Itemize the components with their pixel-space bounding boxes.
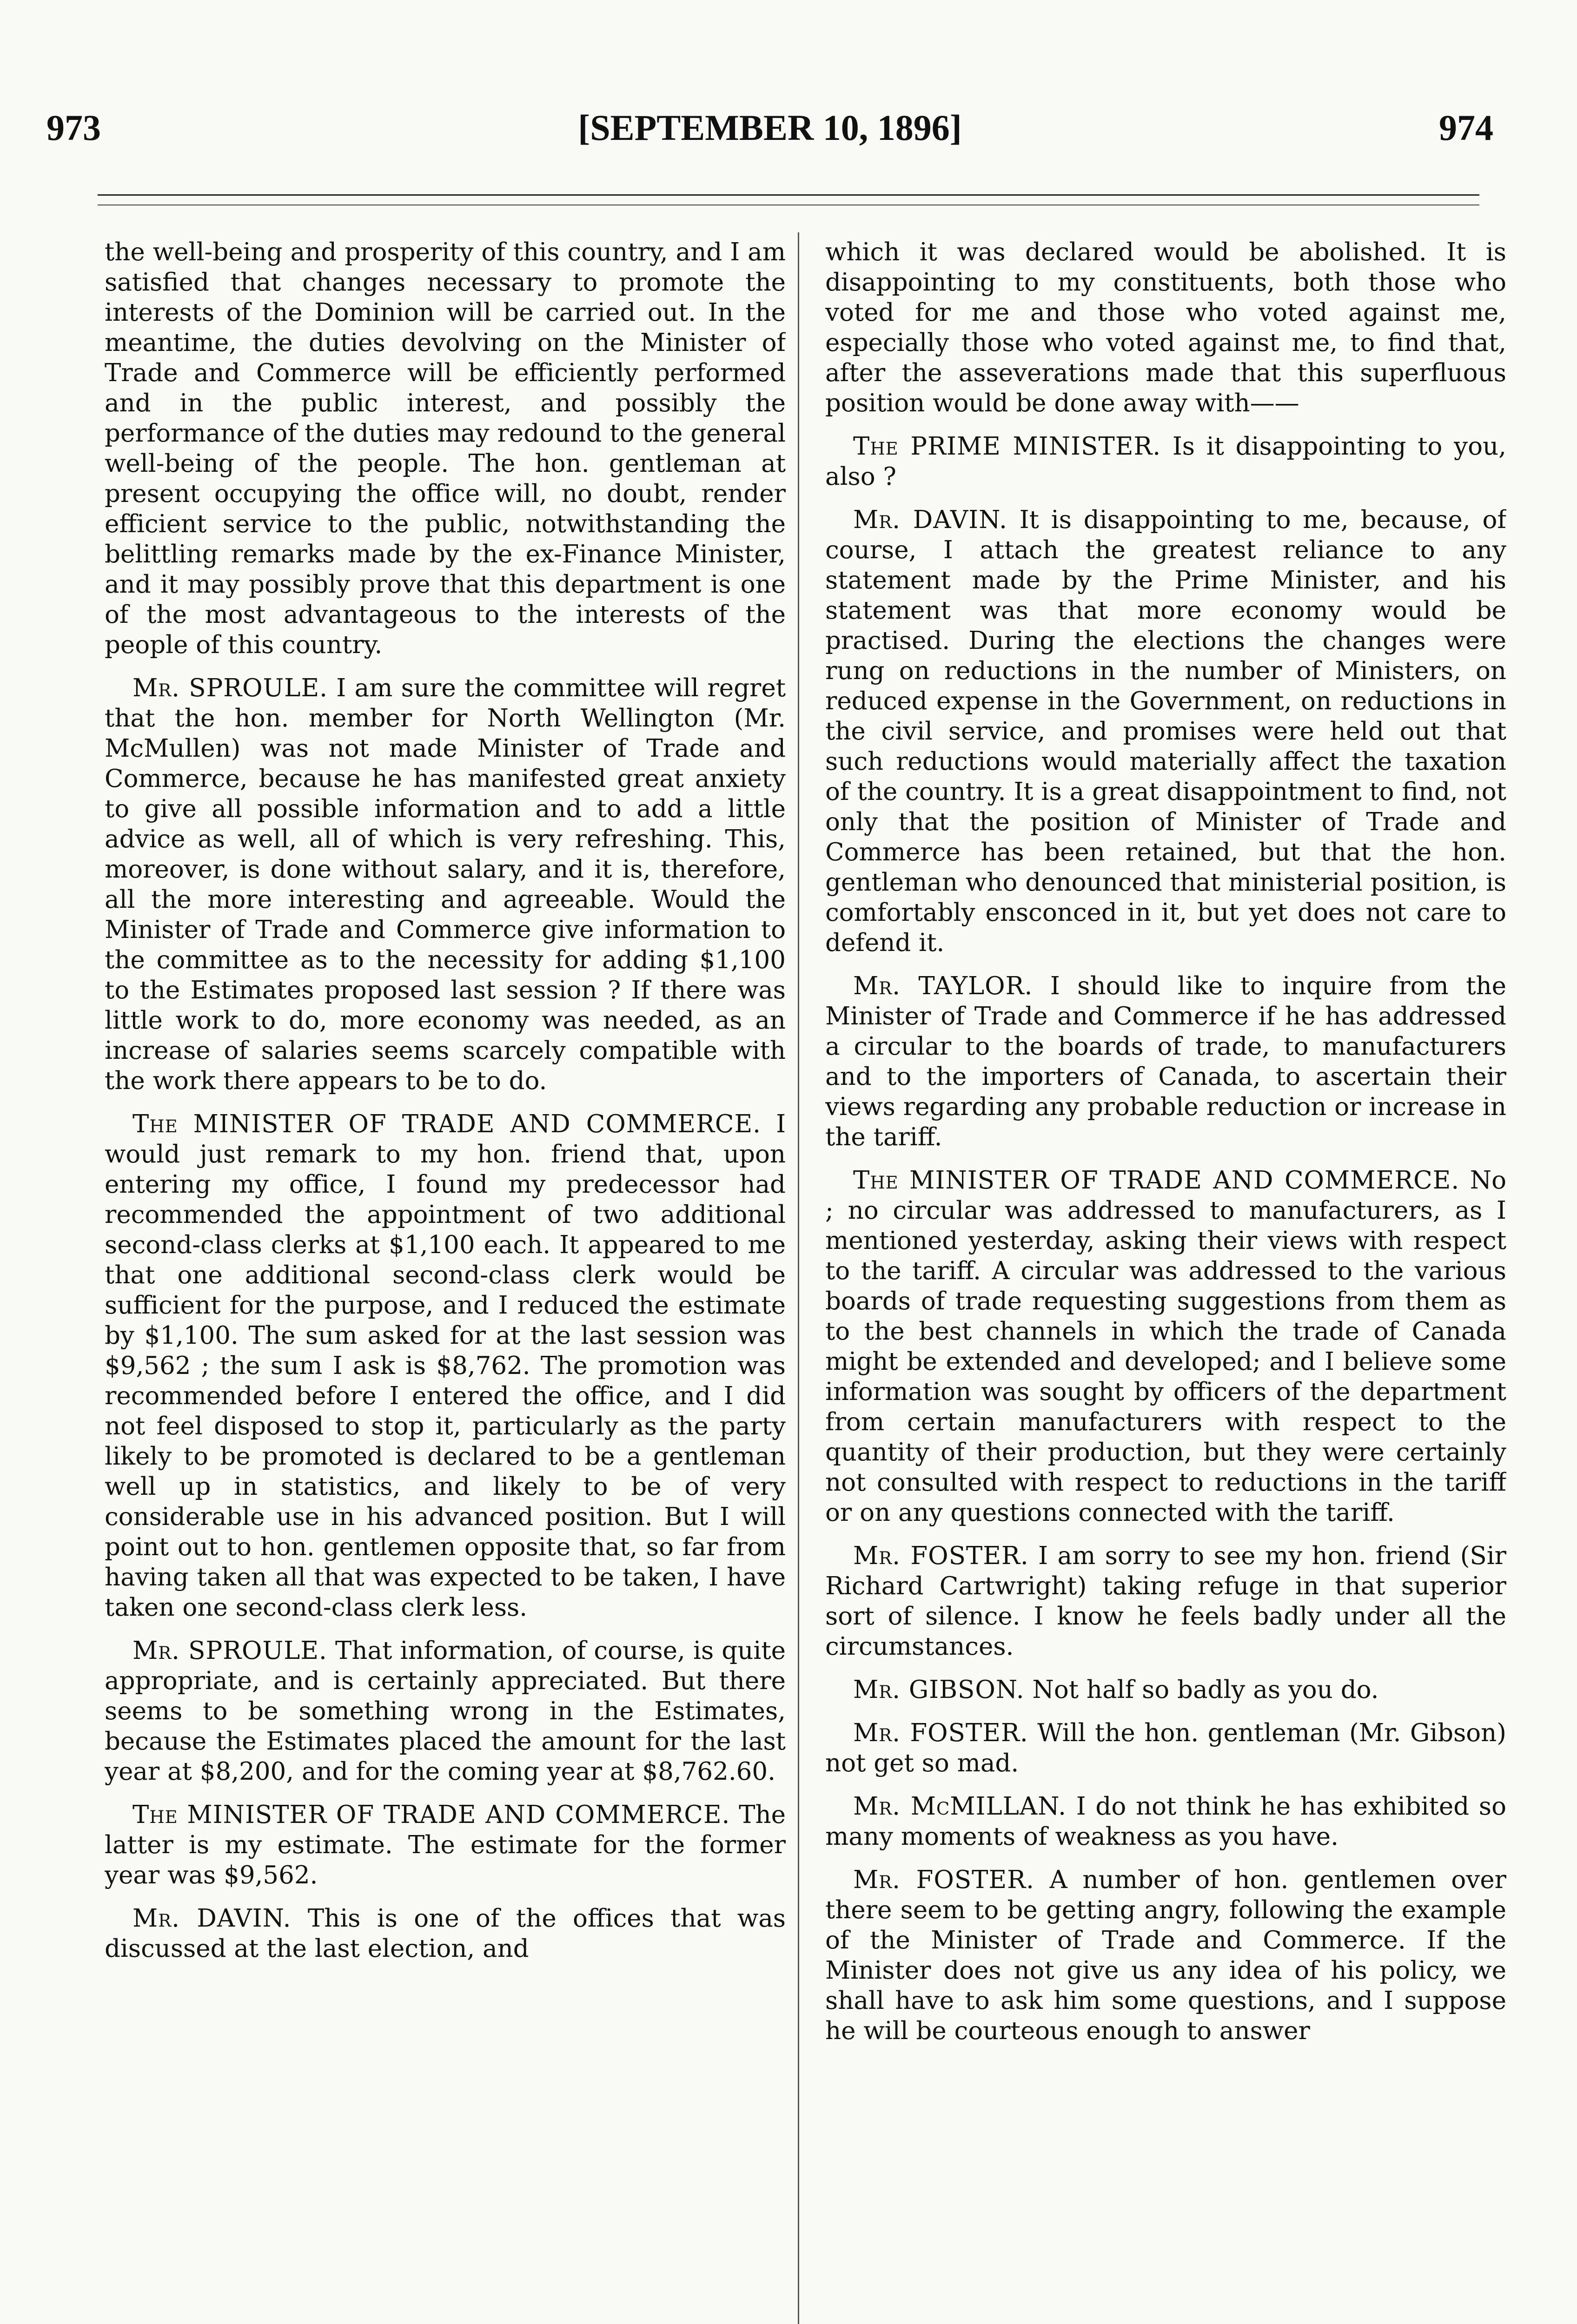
paragraph [105,1636,786,1787]
paragraph [825,1165,1506,1528]
paragraph [105,1800,786,1890]
page-header [46,107,1493,163]
speaker-name: Mr. SPROULE. [133,674,328,702]
paragraph-text: It is disappointing to me, because, of course, I attach the greatest reliance to any statement made by the Prime Minister, and his statement was that more economy would be practised. During the elections the changes were rung on reductions in the number of Ministers, on reduced expense in the Government, on reductions in the civil service, and promises were held out that such reductions would materially affect the taxation of the country. It is a great disappointment to find, not only that the position of Minister of Trade and Commerce has been retained, but that the hon. gentleman who denounced that ministerial position, is comfortably ensconced in it, but yet does not care to defend it. [825,506,1506,957]
column-divider [798,232,799,2324]
right-page-number: 974 [1439,107,1493,148]
paragraph-text: which it was declared would be abolished. It is disappointing to my constituents, both those who voted for me and those who voted against me, especially those who voted against me, to find that, after the asseverations made that this superfluous position would be done away with—— [825,238,1506,417]
paragraph [825,1865,1506,2046]
speaker-name: The PRIME MINISTER. [853,432,1161,461]
speaker-name: The MINISTER OF TRADE AND COMMERCE. [133,1110,761,1138]
left-column [105,237,786,2324]
paragraph-text: the well-being and prosperity of this country, and I am satisfied that changes necessary to promote the interests of the Dominion will be carried out. In the meantime, the duties devolving on the Minister of Trade and Commerce will be efficiently performed and in the public interest, and possibly the performance of the duties may redound to the general well-being of the people. The hon. gentleman at present occupying the office will, no doubt, render efficient service to the public, notwithstanding the belittling remarks made by the ex-Finance Minister, and it may possibly prove that this department is one of the most advantageous to the interests of the people of this country. [105,238,786,659]
paragraph [825,237,1506,418]
speaker-name: Mr. DAVIN. [133,1904,292,1933]
paragraph [825,1675,1506,1705]
paragraph-text: I should like to inquire from the Minister of Trade and Commerce if he has addressed a circular to the boards of trade, to manufacturers and to the importers of Canada, to ascertain their views regarding any probable reduction or increase in the tariff. [825,972,1506,1151]
paragraph [825,1791,1506,1852]
speaker-name: Mr. FOSTER. [853,1542,1029,1570]
paragraph [105,1903,786,1964]
paragraph [825,971,1506,1152]
speaker-name: Mr. FOSTER. [853,1866,1034,1894]
paragraph [825,1718,1506,1778]
paragraph-text: I do not think he has exhibited so many moments of weakness as you have. [825,1792,1506,1851]
page-date-title: [SEPTEMBER 10, 1896] [578,107,962,148]
paragraph-text: That information, of course, is quite appropriate, and is certainly appreciated. But there seems to be something wrong in the Estimates, because the Estimates placed the amount for the last year at $8,200, and for the coming year at $8,762.60. [105,1637,786,1786]
left-page-number: 973 [46,107,101,148]
paragraph-text: This is one of the offices that was discussed at the last election, and [105,1904,786,1963]
paragraph-text: No ; no circular was addressed to manufacturers, as I mentioned yesterday, asking their views with respect to the tariff. A circular was addressed to the various boards of trade requesting suggestions from them as to the best channels in which the trade of Canada might be extended and developed; and I believe some information was sought by officers of the department from certain manufacturers with respect to the quantity of their production, but they were certainly not consulted with respect to reductions in the tariff or on any questions connected with the tariff. [825,1166,1506,1527]
speaker-name: Mr. SPROULE. [133,1637,327,1665]
speaker-name: Mr. TAYLOR. [853,972,1033,1000]
right-column [825,237,1506,2324]
header-rule [98,194,1479,196]
paragraph-text: A number of hon. gentlemen over there seem to be getting angry, following the example of the Minister of Trade and Commerce. If the Minister does not give us any idea of his policy, we shall have to ask him some questions, and I suppose he will be courteous enough to answer [825,1866,1506,2045]
paragraph-text: Not half so badly as you do. [1032,1676,1379,1704]
paragraph-text: The latter is my estimate. The estimate for the former year was $9,562. [105,1801,786,1889]
paragraph [825,505,1506,958]
paragraph-text: I am sorry to see my hon. friend (Sir Richard Cartwright) taking refuge in that superior sort of silence. I know he feels badly under all the circumstances. [825,1542,1506,1661]
paragraph [825,431,1506,492]
paragraph-text: Will the hon. gentleman (Mr. Gibson) not get so mad. [825,1719,1506,1777]
speaker-name: The MINISTER OF TRADE AND COMMERCE. [133,1801,730,1829]
paragraph-text: I would just remark to my hon. friend that, upon entering my office, I found my predecessor had recommended the appointment of two additional second-class clerks at $1,100 each. It appeared to me that one additional second-class clerk would be sufficient for the purpose, and I reduced the estimate by $1,100. The sum asked for at the last session was $9,562 ; the sum I ask is $8,762. The promotion was recommended before I entered the office, and I did not feel disposed to stop it, particularly as the party likely to be promoted is declared to be a gentleman well up in statistics, and likely to be of very considerable use in his advanced position. But I will point out to hon. gentlemen opposite that, so far from having taken all that was expected to be taken, I have taken one second-class clerk less. [105,1110,786,1622]
speaker-name: Mr. McMILLAN. [853,1792,1067,1821]
speaker-name: Mr. DAVIN. [853,506,1007,534]
speaker-name: The MINISTER OF TRADE AND COMMERCE. [853,1166,1460,1195]
paragraph [825,1541,1506,1662]
speaker-name: Mr. GIBSON. [853,1676,1025,1704]
paragraph [105,237,786,660]
paragraph [105,673,786,1096]
paragraph-text: I am sure the committee will regret that the hon. member for North Wellington (Mr. McMullen) was not made Minister of Trade and Commerce, because he has manifested great anxiety to give all possible information and to add a little advice as well, all of which is very refreshing. This, moreover, is done without salary, and it is, therefore, all the more interesting and agreeable. Would the Minister of Trade and Commerce give information to the committee as to the necessity for adding $1,100 to the Estimates proposed last session ? If there was little work to do, more economy was needed, as an increase of salaries seems scarcely compatible with the work there appears to be to do. [105,674,786,1095]
paragraph [105,1109,786,1623]
paragraph-text: Is it disappointing to you, also ? [825,432,1506,491]
speaker-name: Mr. FOSTER. [853,1719,1028,1747]
